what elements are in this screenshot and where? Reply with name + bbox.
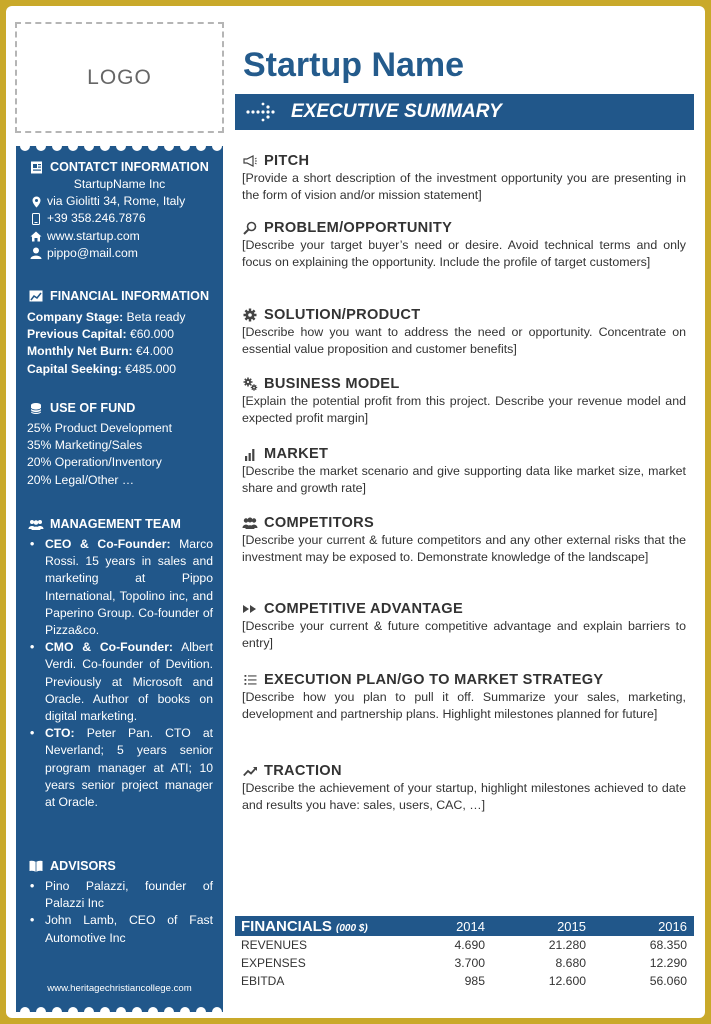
mobile-phone-icon <box>30 213 42 225</box>
section-body: [Describe your current & future competitive advantage and explain barriers to entry] <box>242 619 686 651</box>
startup-name-title: Startup Name <box>243 46 465 84</box>
year-header: 2014 <box>456 918 485 934</box>
dots-arrow-icon <box>245 101 279 123</box>
section-body: [Describe how you plan to pull it off. Summarize your sales, marketing, development and partnership plans. Highlight milestones planned for future] <box>242 690 686 722</box>
advisor-item: • John Lamb, CEO of Fast Automotive Inc <box>28 912 213 946</box>
competitive-advantage-section <box>242 600 686 653</box>
table-cell: 3.700 <box>454 956 485 970</box>
sidebar-perforation-bottom <box>16 1007 223 1017</box>
contact-title: CONTATCT INFORMATION <box>50 160 209 174</box>
fast-forward-icon <box>242 602 258 616</box>
management-team-heading <box>16 515 223 533</box>
financials-header-row <box>235 916 694 936</box>
fund-allocation-item: 25% Product Development <box>27 421 172 435</box>
logo-text: LOGO <box>87 65 152 89</box>
contact-card-icon <box>28 160 44 174</box>
perforation-hole <box>20 141 30 151</box>
perforation-hole <box>212 1007 222 1017</box>
fund-allocation-item: 35% Marketing/Sales <box>27 438 143 453</box>
people-icon <box>242 516 258 530</box>
execution-plan-section <box>242 671 686 724</box>
section-body: [Explain the potential profit from this project. Describe your revenue model and expected profit margin] <box>242 394 686 426</box>
advisors-heading <box>16 857 223 875</box>
fund-allocation-item: 20% Operation/Inventory <box>27 455 162 470</box>
perforation-hole <box>164 1007 174 1017</box>
perforation-hole <box>164 141 174 151</box>
contact-section <box>16 158 223 262</box>
perforation-hole <box>84 141 94 151</box>
contact-phone: +39 358.246.7876 <box>47 211 146 226</box>
year-header: 2015 <box>557 918 586 934</box>
perforation-hole <box>100 141 110 151</box>
table-cell: 12.290 <box>649 956 687 970</box>
magnifier-icon <box>242 221 258 235</box>
perforation-hole <box>148 141 158 151</box>
perforation-hole <box>212 141 222 151</box>
table-cell: 56.060 <box>649 974 687 988</box>
contact-email-row <box>16 245 223 262</box>
contact-address: via Giolitti 34, Rome, Italy <box>47 194 186 209</box>
team-member: • CTO: Peter Pan. CTO at Neverland; 5 years senior program manager at ATI; 10 years senior project manager at Oracle. <box>28 725 213 811</box>
section-body: [Describe the market scenario and give supporting data like market size, market share and growth rate] <box>242 464 686 496</box>
sidebar <box>16 146 223 1012</box>
financial-row: Company Stage: Beta ready <box>27 310 186 324</box>
contact-email: pippo@mail.com <box>47 245 138 260</box>
section-body: [Describe your target buyer’s need or desire. Avoid technical terms and only focus on explaining the opportunity. Include the profile of target customers] <box>242 238 686 270</box>
financial-row: Capital Seeking: €485.000 <box>27 361 177 376</box>
section-title: TRACTION <box>264 763 342 779</box>
trend-line-icon <box>242 764 258 778</box>
list-icon <box>242 673 258 687</box>
use-of-fund-heading <box>16 399 223 417</box>
fund-allocation-item: 20% Legal/Other … <box>27 472 135 487</box>
business-model-section <box>242 375 686 428</box>
advisor-item: • Pino Palazzi, founder of Palazzi Inc <box>28 878 213 912</box>
table-cell: 4.690 <box>454 938 485 952</box>
team-member: • CEO & Co-Founder: Marco Rossi. 15 years in sales and marketing at Pippo International, Topolino inc, and Paperino Group. Co-founder of Pizza&co. <box>28 536 213 639</box>
financial-row: Previous Capital: €60.000 <box>27 327 175 342</box>
team-member: • CMO & Co-Founder: Albert Verdi. Co-founder of Devition. Previously at Microsoft and Oracle. Author of books on digital marketing. <box>28 639 213 725</box>
advisors-title: ADVISORS <box>50 859 116 873</box>
pitch-section <box>242 152 686 205</box>
section-title: SOLUTION/PRODUCT <box>264 307 421 323</box>
year-header: 2016 <box>658 918 687 934</box>
user-icon <box>30 247 42 259</box>
perforation-hole <box>132 141 142 151</box>
management-team-section <box>16 515 223 811</box>
section-title: EXECUTION PLAN/GO TO MARKET STRATEGY <box>264 672 604 688</box>
contact-phone-row <box>16 210 223 227</box>
management-team-list <box>16 536 223 811</box>
open-book-icon <box>28 859 44 873</box>
perforation-hole <box>36 141 46 151</box>
row-label: REVENUES <box>241 938 308 952</box>
section-title: MARKET <box>264 446 329 462</box>
executive-summary-banner <box>235 94 694 130</box>
row-label: EBITDA <box>241 974 285 988</box>
solution-product-section <box>242 306 686 359</box>
bar-chart-icon <box>242 447 258 461</box>
section-title: PROBLEM/OPPORTUNITY <box>264 220 453 236</box>
perforation-hole <box>196 141 206 151</box>
financial-info-section <box>16 287 223 378</box>
document-page <box>6 6 705 1018</box>
perforation-hole <box>36 1007 46 1017</box>
table-cell: 12.600 <box>548 974 586 988</box>
perforation-hole <box>180 141 190 151</box>
table-cell: 68.350 <box>649 938 687 952</box>
megaphone-icon <box>242 154 258 168</box>
section-body: [Provide a short description of the investment opportunity you are presenting in the form of vision and/or mission statement] <box>242 171 686 203</box>
chart-box-icon <box>28 289 44 303</box>
contact-website-row <box>16 228 223 245</box>
table-cell: 8.680 <box>555 956 586 970</box>
perforation-hole <box>52 1007 62 1017</box>
perforation-hole <box>20 1007 30 1017</box>
contact-website: www.startup.com <box>47 228 140 243</box>
advisors-list <box>16 878 223 947</box>
perforation-hole <box>52 141 62 151</box>
financials-title: FINANCIALS (000 $) <box>241 917 368 935</box>
gear-icon <box>242 308 258 322</box>
advisors-section <box>16 857 223 947</box>
table-row <box>235 954 694 972</box>
table-row <box>235 972 694 990</box>
footer-website: www.heritagechristiancollege.com <box>47 983 192 994</box>
perforation-hole <box>68 141 78 151</box>
coin-stack-icon <box>28 401 44 415</box>
financials-table <box>235 916 694 990</box>
table-cell: 985 <box>464 974 485 988</box>
traction-section <box>242 762 686 815</box>
sidebar-perforation-top <box>16 141 223 151</box>
contact-heading <box>16 158 223 176</box>
competitors-section <box>242 514 686 567</box>
contact-company: StartupName Inc <box>73 177 166 191</box>
use-of-fund-title: USE OF FUND <box>50 401 136 415</box>
section-body: [Describe the achievement of your startup, highlight milestones achieved to date and results you have: sales, users, CAC, …] <box>242 781 686 813</box>
market-section <box>242 445 686 498</box>
perforation-hole <box>116 1007 126 1017</box>
section-title: COMPETITORS <box>264 515 375 531</box>
section-title: COMPETITIVE ADVANTAGE <box>264 601 463 617</box>
section-body: [Describe how you want to address the need or opportunity. Concentrate on essential value proposition and customer benefits] <box>242 325 686 357</box>
section-title: BUSINESS MODEL <box>264 376 400 392</box>
perforation-hole <box>180 1007 190 1017</box>
row-label: EXPENSES <box>241 956 306 970</box>
executive-summary-title: EXECUTIVE SUMMARY <box>291 101 502 122</box>
perforation-hole <box>68 1007 78 1017</box>
problem-opportunity-section <box>242 219 686 272</box>
section-title: PITCH <box>264 153 310 169</box>
perforation-hole <box>196 1007 206 1017</box>
financial-info-heading <box>16 287 223 305</box>
perforation-hole <box>148 1007 158 1017</box>
table-row <box>235 936 694 954</box>
table-cell: 21.280 <box>548 938 586 952</box>
section-body: [Describe your current & future competitors and any other external risks that the investment may be exposed to. Demonstrate knowledge of the landscape] <box>242 533 686 565</box>
management-team-title: MANAGEMENT TEAM <box>50 517 181 531</box>
financial-row: Monthly Net Burn: €4.000 <box>27 344 174 359</box>
gears-icon <box>242 377 258 391</box>
contact-address-row <box>16 193 223 210</box>
perforation-hole <box>132 1007 142 1017</box>
team-icon <box>28 517 44 531</box>
perforation-hole <box>84 1007 94 1017</box>
home-icon <box>30 231 42 242</box>
financial-info-title: FINANCIAL INFORMATION <box>50 289 210 303</box>
perforation-hole <box>116 141 126 151</box>
perforation-hole <box>100 1007 110 1017</box>
logo-placeholder <box>15 22 224 133</box>
location-pin-icon <box>30 196 42 208</box>
use-of-fund-section <box>16 399 223 489</box>
